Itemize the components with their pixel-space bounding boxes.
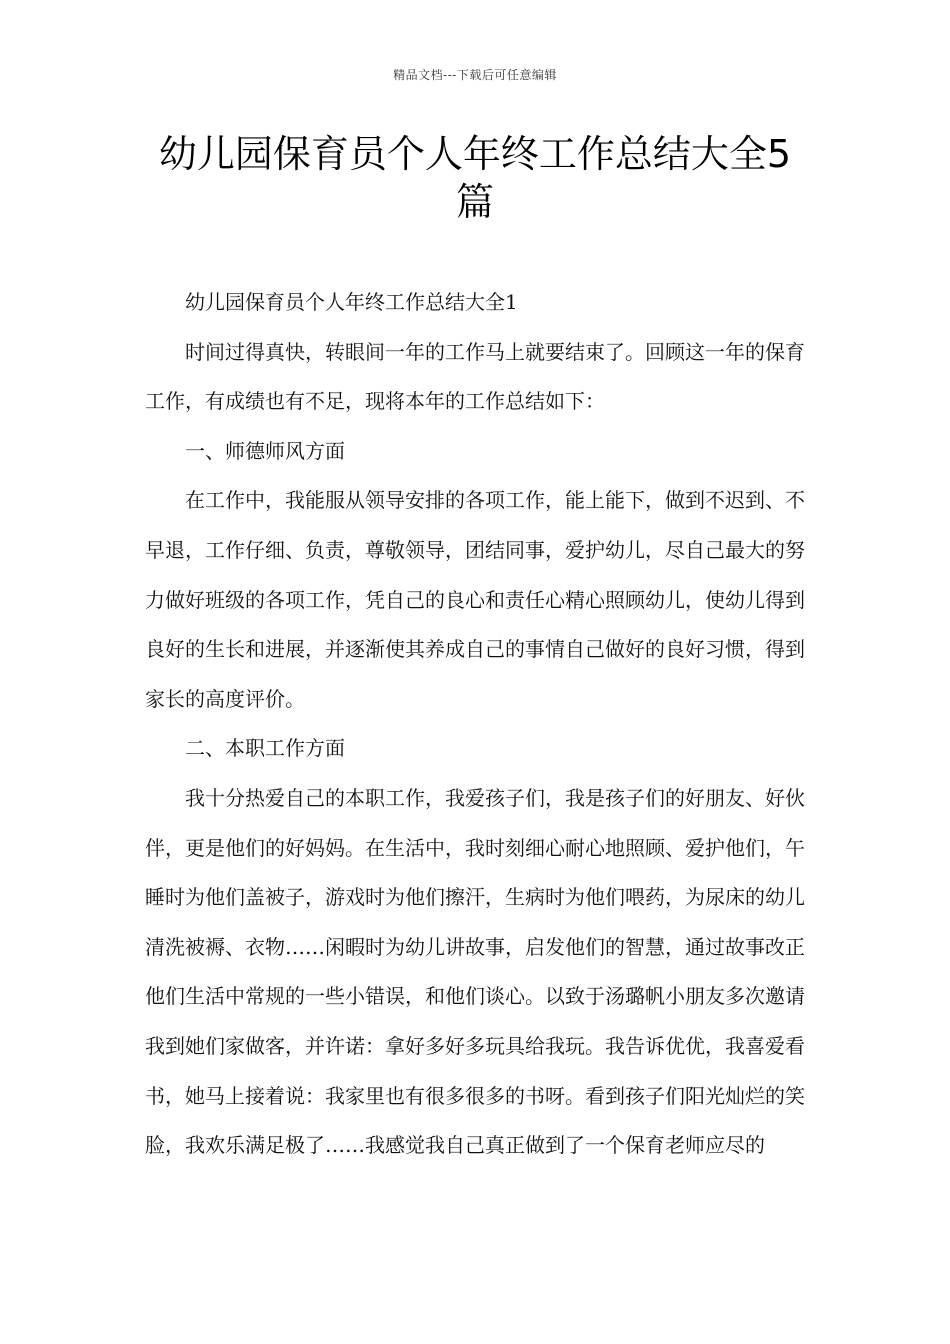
document-body: [145, 278, 805, 1171]
section-heading: 二、本职工作方面: [185, 736, 345, 761]
paragraph: 我十分热爱自己的本职工作，我爱孩子们，我是孩子们的好朋友、好伙伴，更是他们的好妈妈。在生活中，我时刻细心耐心地照顾、爱护他们，午睡时为他们盖被子，游戏时为他们擦汗，生病时为他们喂药，为尿床的幼儿清洗被褥、衣物……闲暇时为幼儿讲故事，启发他们的智慧，通过故事改正他们生活中常规的一些小错误，和他们谈心。以致于汤璐帆小朋友多次邀请我到她们家做客，并许诺：拿好多好多玩具给我玩。我告诉优优，我喜爱看书，她马上接着说：我家里也有很多很多的书呀。看到孩子们阳光灿烂的笑脸，我欢乐满足极了……我感觉我自己真正做到了一个保育老师应尽的: [145, 785, 805, 1158]
paragraph: 在工作中，我能服从领导安排的各项工作，能上能下，做到不迟到、不早退，工作仔细、负责，尊敬领导，团结同事，爱护幼儿，尽自己最大的努力做好班级的各项工作，凭自己的良心和责任心精心照顾幼儿，使幼儿得到良好的生长和进展，并逐渐使其养成自己的事情自己做好的良好习惯，得到家长的高度评价。: [145, 488, 805, 711]
section-heading: 幼儿园保育员个人年终工作总结大全1: [185, 290, 518, 314]
header-note: 精品文档---下载后可任意编辑: [393, 68, 557, 82]
document-title: 幼儿园保育员个人年终工作总结大全5篇: [158, 132, 792, 224]
section-heading: 一、师德师风方面: [185, 438, 345, 463]
paragraph: 时间过得真快，转眼间一年的工作马上就要结束了。回顾这一年的保育工作，有成绩也有不足，现将本年的工作总结如下：: [145, 339, 805, 414]
